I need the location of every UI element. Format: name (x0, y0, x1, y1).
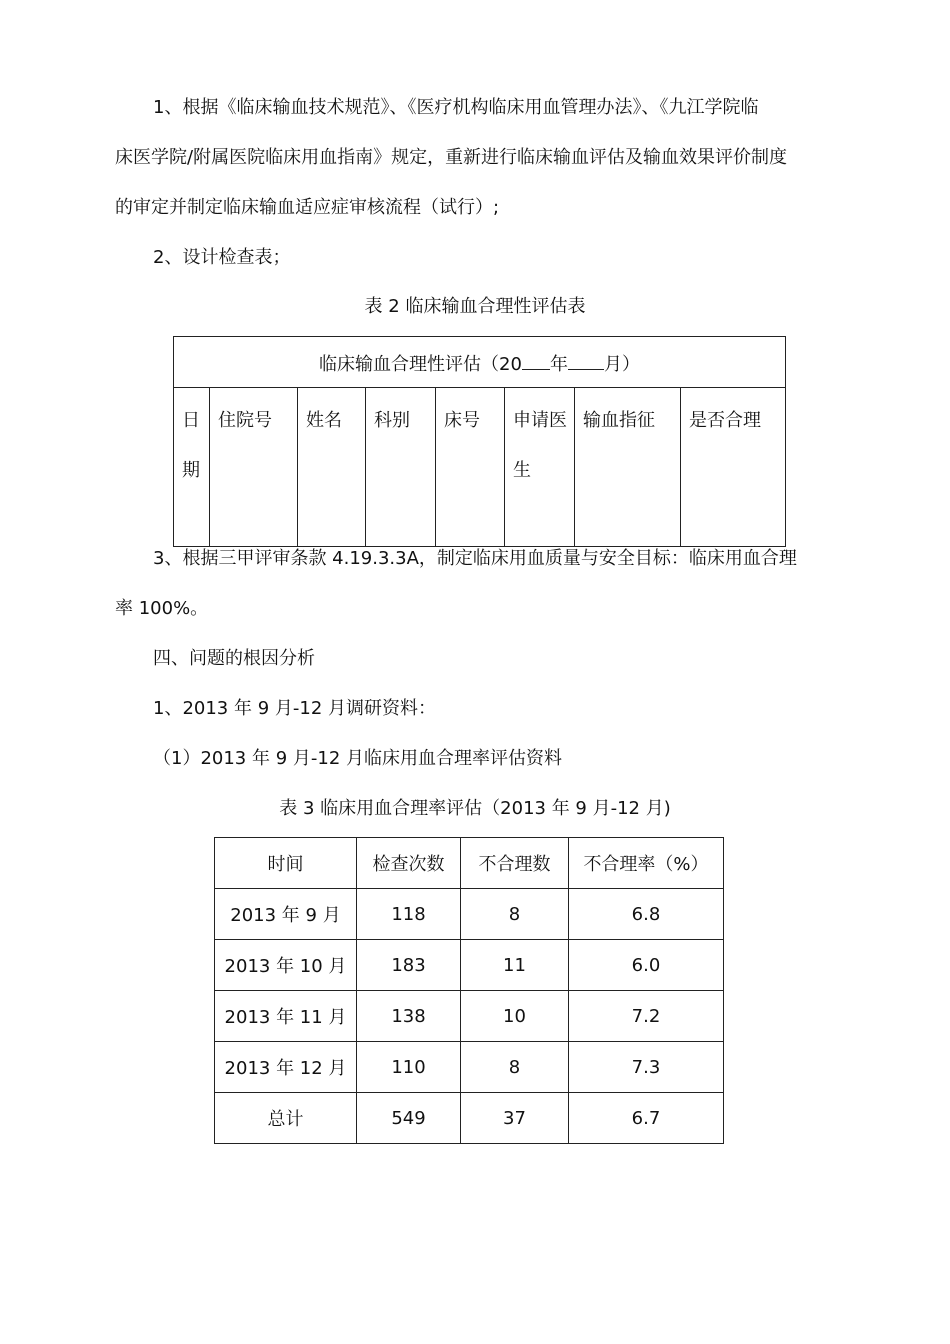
table-2-caption: 表 2 临床输血合理性评估表 (364, 296, 586, 317)
year-blank (522, 349, 550, 370)
table-2-col-reasonable: 是否合理 (681, 388, 786, 547)
table-2-header-prefix: 临床输血合理性评估（20 (319, 353, 522, 375)
cell-time: 2013 年 9 月 (215, 889, 357, 940)
table-3-header-unreasonable: 不合理数 (461, 838, 569, 889)
table-2-col-admission-no: 住院号 (210, 388, 298, 547)
cell-checks: 549 (357, 1093, 461, 1144)
table-2-col-date: 日期 (174, 388, 210, 547)
cell-checks: 183 (357, 940, 461, 991)
section-4-heading: 四、问题的根因分析 (153, 648, 315, 669)
table-2-evaluation-form (173, 336, 786, 547)
cell-unreasonable: 8 (461, 1042, 569, 1093)
table-2-header-month: 月） (603, 353, 640, 375)
table-3-header-time: 时间 (215, 838, 357, 889)
cell-rate: 6.8 (569, 889, 724, 940)
table-row (215, 1042, 724, 1093)
table-3-header-rate: 不合理率（%） (569, 838, 724, 889)
cell-rate: 6.7 (569, 1093, 724, 1144)
cell-checks: 138 (357, 991, 461, 1042)
table-3-caption: 表 3 临床用血合理率评估（2013 年 9 月-12 月) (279, 798, 671, 819)
cell-checks: 110 (357, 1042, 461, 1093)
table-3-header-checks: 检查次数 (357, 838, 461, 889)
item-1-sub: （1）2013 年 9 月-12 月临床用血合理率评估资料 (153, 748, 562, 769)
table-2-header (174, 337, 786, 388)
table-2-col-name: 姓名 (298, 388, 366, 547)
table-2-header-year: 年 (549, 353, 568, 375)
cell-rate: 6.0 (569, 940, 724, 991)
table-2-col-indication: 输血指征 (575, 388, 681, 547)
cell-time: 2013 年 12 月 (215, 1042, 357, 1093)
table-2-col-bed-no: 床号 (436, 388, 505, 547)
table-row (215, 889, 724, 940)
cell-rate: 7.3 (569, 1042, 724, 1093)
table-header-row (215, 838, 724, 889)
cell-unreasonable: 10 (461, 991, 569, 1042)
table-row (215, 991, 724, 1042)
cell-unreasonable: 37 (461, 1093, 569, 1144)
table-row-total (215, 1093, 724, 1144)
table-2-col-department: 科别 (366, 388, 436, 547)
month-blank (568, 349, 604, 370)
paragraph-3-line-1: 3、根据三甲评审条款 4.19.3.3A，制定临床用血质量与安全目标：临床用血合理 (153, 548, 797, 569)
paragraph-1-line-3: 的审定并制定临床输血适应症审核流程（试行）; (115, 197, 500, 218)
paragraph-1-line-1: 1、根据《临床输血技术规范》、《医疗机构临床用血管理办法》、《九江学院临 (153, 97, 759, 118)
cell-time: 2013 年 11 月 (215, 991, 357, 1042)
cell-rate: 7.2 (569, 991, 724, 1042)
table-row (215, 940, 724, 991)
paragraph-1-line-2: 床医学院/附属医院临床用血指南》规定，重新进行临床输血评估及输血效果评价制度 (115, 147, 788, 168)
cell-unreasonable: 8 (461, 889, 569, 940)
paragraph-3-line-2: 率 100%。 (115, 598, 209, 619)
cell-unreasonable: 11 (461, 940, 569, 991)
table-3-rate-evaluation (214, 837, 724, 1144)
paragraph-2: 2、设计检查表； (153, 247, 291, 268)
item-1: 1、2013 年 9 月-12 月调研资料： (153, 698, 436, 719)
cell-time: 2013 年 10 月 (215, 940, 357, 991)
cell-time: 总计 (215, 1093, 357, 1144)
cell-checks: 118 (357, 889, 461, 940)
table-2-col-doctor: 申请医生 (505, 388, 575, 547)
